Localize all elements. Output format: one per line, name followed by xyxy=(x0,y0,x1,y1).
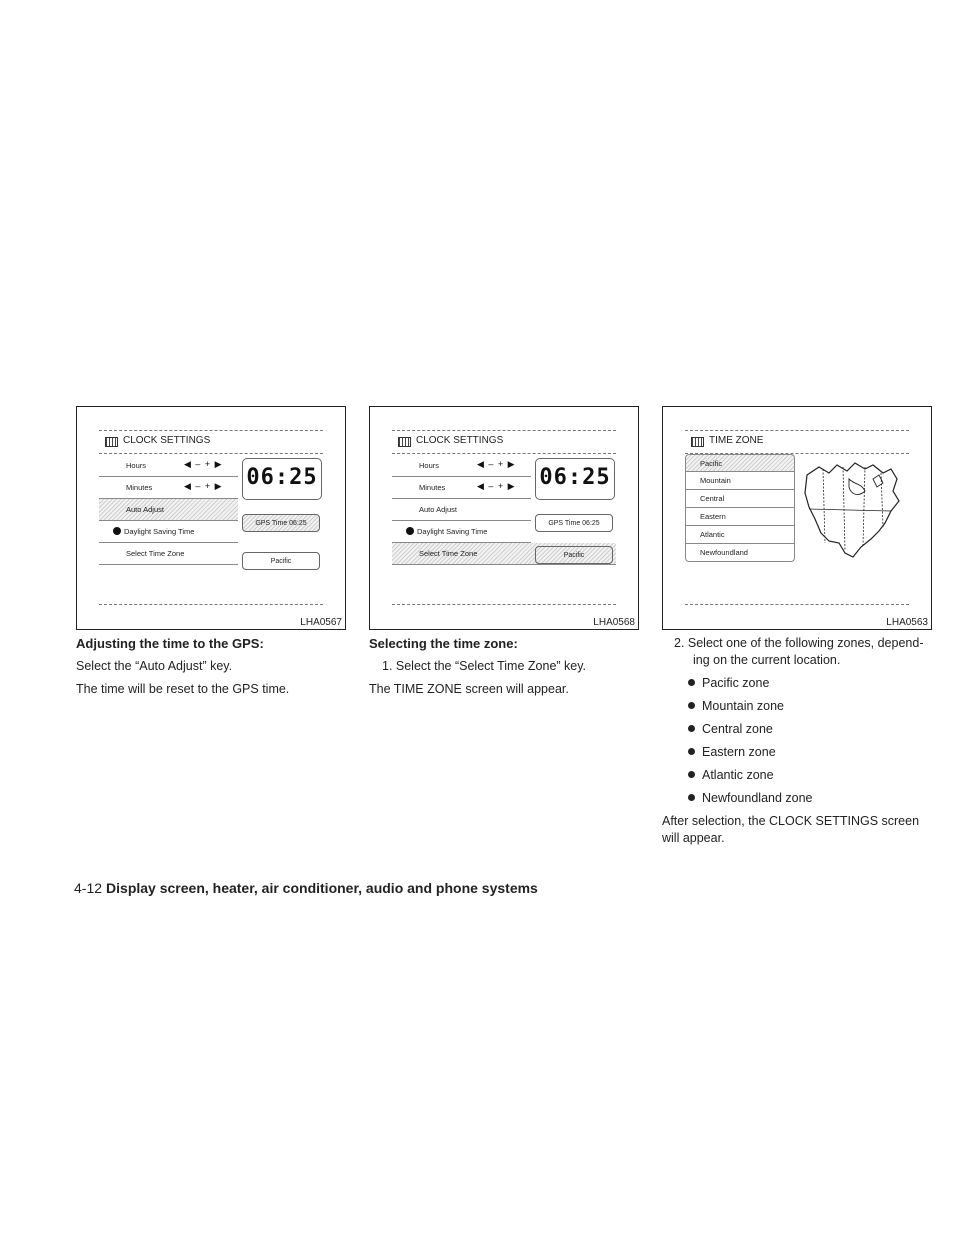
clock-display xyxy=(535,458,615,500)
select-time-zone-label: Select Time Zone xyxy=(419,549,478,558)
minutes-adjust-arrows[interactable]: ◀ – + ▶ xyxy=(477,481,516,491)
bullet-item: Mountain zone xyxy=(688,699,784,714)
bullet-icon xyxy=(688,771,695,778)
gps-time-display: GPS Time 06:25 xyxy=(242,514,320,532)
minutes-adjust-arrows[interactable]: ◀ – + ▶ xyxy=(184,481,223,491)
keyboard-icon xyxy=(691,437,704,447)
bullet-item: Pacific zone xyxy=(688,676,769,691)
screen-titlebar xyxy=(99,431,323,454)
figure-clock-settings-auto-adjust xyxy=(76,406,346,630)
minutes-row[interactable] xyxy=(99,477,238,499)
north-america-map-icon xyxy=(799,457,903,567)
bullet-icon xyxy=(688,794,695,801)
heading-adjust-gps: Adjusting the time to the GPS: xyxy=(76,636,264,651)
radio-indicator-icon xyxy=(406,527,414,535)
figure-code: LHA0567 xyxy=(300,617,342,628)
keyboard-icon xyxy=(398,437,411,447)
hours-adjust-arrows[interactable]: ◀ – + ▶ xyxy=(477,459,516,469)
col3-after-line-1: After selection, the CLOCK SETTINGS screen xyxy=(662,814,920,828)
screen-title: TIME ZONE xyxy=(709,435,764,446)
figure-code: LHA0563 xyxy=(886,617,928,628)
minutes-label: Minutes xyxy=(126,483,153,492)
minutes-row[interactable] xyxy=(392,477,531,499)
figure-time-zone xyxy=(662,406,932,630)
zone-item-eastern[interactable]: Eastern xyxy=(685,508,795,526)
select-time-zone-label: Select Time Zone xyxy=(126,549,185,558)
bullet-item: Atlantic zone xyxy=(688,768,774,783)
screen-title: CLOCK SETTINGS xyxy=(416,435,504,446)
bullet-icon xyxy=(688,679,695,686)
page-footer xyxy=(74,880,538,896)
hours-row[interactable] xyxy=(99,455,238,477)
daylight-saving-time-toggle[interactable] xyxy=(392,521,531,543)
screen-titlebar xyxy=(685,431,909,454)
gps-time-display: GPS Time 06:25 xyxy=(535,514,613,532)
zone-item-newfoundland[interactable]: Newfoundland xyxy=(685,544,795,562)
page-number: 4-12 xyxy=(74,880,103,896)
clock-display xyxy=(242,458,322,500)
auto-adjust-button[interactable] xyxy=(99,499,238,521)
col1-paragraph-2: The time will be reset to the GPS time. xyxy=(76,682,290,696)
hours-label: Hours xyxy=(419,461,440,470)
keyboard-icon xyxy=(105,437,118,447)
daylight-saving-time-toggle[interactable] xyxy=(99,521,238,543)
radio-indicator-icon xyxy=(113,527,121,535)
minutes-label: Minutes xyxy=(419,483,446,492)
bullet-icon xyxy=(688,725,695,732)
figure-code: LHA0568 xyxy=(593,617,635,628)
col3-step-2-line-2: ing on the current location. xyxy=(693,653,841,667)
hours-adjust-arrows[interactable]: ◀ – + ▶ xyxy=(184,459,223,469)
daylight-saving-label: Daylight Saving Time xyxy=(124,527,195,536)
bullet-icon xyxy=(688,748,695,755)
select-time-zone-button[interactable] xyxy=(99,543,238,565)
hours-row[interactable] xyxy=(392,455,531,477)
zone-item-mountain[interactable]: Mountain xyxy=(685,472,795,490)
auto-adjust-button[interactable] xyxy=(392,499,531,521)
zone-item-central[interactable]: Central xyxy=(685,490,795,508)
bullet-item: Newfoundland zone xyxy=(688,791,813,806)
screen-title: CLOCK SETTINGS xyxy=(123,435,211,446)
time-zone-button[interactable]: Pacific xyxy=(535,546,613,564)
bullet-item: Eastern zone xyxy=(688,745,776,760)
clock-settings-screen xyxy=(99,430,323,605)
hours-label: Hours xyxy=(126,461,147,470)
clock-digits: 06:25 xyxy=(539,465,611,490)
section-title: Display screen, heater, air conditioner, audio and phone systems xyxy=(106,880,538,896)
col3-step-2-line-1: 2. Select one of the following zones, depend- xyxy=(674,636,924,650)
bullet-item: Central zone xyxy=(688,722,773,737)
daylight-saving-label: Daylight Saving Time xyxy=(417,527,488,536)
col2-step-1: 1. Select the “Select Time Zone” key. xyxy=(382,659,587,673)
bullet-icon xyxy=(688,702,695,709)
zone-item-atlantic[interactable]: Atlantic xyxy=(685,526,795,544)
clock-settings-screen xyxy=(392,430,616,605)
heading-select-zone: Selecting the time zone: xyxy=(369,636,518,651)
auto-adjust-label: Auto Adjust xyxy=(419,505,457,514)
col1-paragraph-1: Select the “Auto Adjust” key. xyxy=(76,659,233,673)
screen-titlebar xyxy=(392,431,616,454)
col3-after-line-2: will appear. xyxy=(662,831,725,845)
time-zone-button[interactable]: Pacific xyxy=(242,552,320,570)
zone-item-pacific[interactable]: Pacific xyxy=(685,454,795,472)
auto-adjust-label: Auto Adjust xyxy=(126,505,164,514)
col2-paragraph-1: The TIME ZONE screen will appear. xyxy=(369,682,569,696)
time-zone-list xyxy=(685,454,795,562)
figure-clock-settings-select-zone xyxy=(369,406,639,630)
time-zone-screen xyxy=(685,430,909,605)
clock-digits: 06:25 xyxy=(246,465,318,490)
